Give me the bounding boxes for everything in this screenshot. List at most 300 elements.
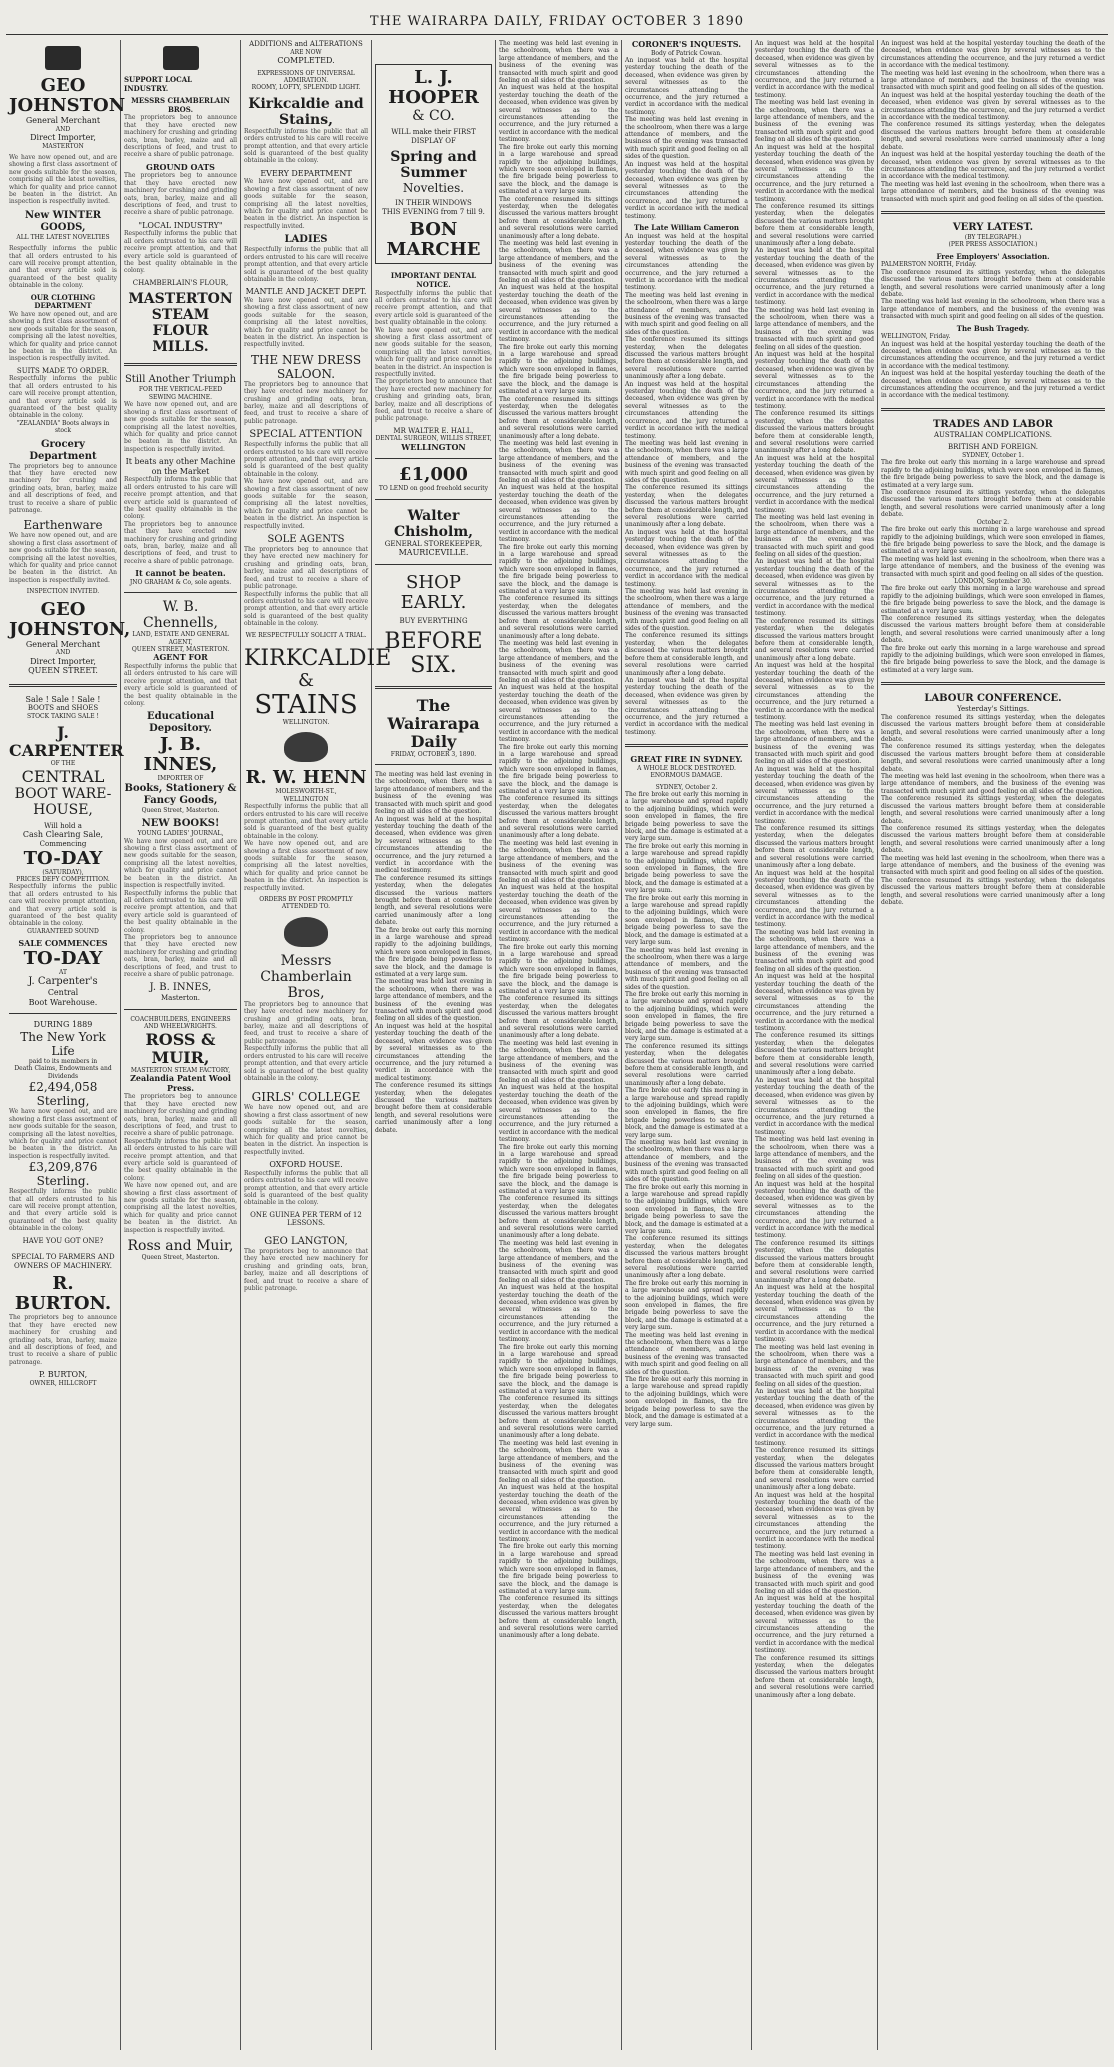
news-text: The conference resumed its sittings yesterday, when the delegates discussed the various matters brought before them at considerable length, and several resolutions were carried unanimously after a long debate. [881, 268, 1105, 298]
editorial-text: The meeting was held last evening in the schoolroom, when there was a large attendance of members, and the business of the evening was transacted with much spirit and good feeling on all sides of the question. [375, 978, 492, 1023]
advert-line: OXFORD HOUSE. [269, 1160, 343, 1170]
news-headline: VERY LATEST. [952, 221, 1034, 233]
advert-heading: BEFORE SIX. [384, 628, 483, 678]
advert-text: We have now opened out, and are showing a first class assortment of new goods suitable for the season, comprising all the latest novelties, which for quality and price cannot be beaten in the district. An inspection is respectfully invited. [9, 310, 117, 363]
advert-text: We have now opened out, and are showing a first class assortment of new goods suitable for the season, comprising all the latest novelties, which for quality and price cannot be beaten in the district. An inspection is respectfully invited. [244, 478, 368, 530]
advert-heading: R. W. HENN [245, 767, 367, 789]
news-text: An inquest was held at the hospital yesterday touching the death of the deceased, when evidence was given by several witnesses as to the circumstances attending the occurrence, and the jury returned a verdict in accordance with the medical testimony. [755, 973, 874, 1033]
advert-text: We have now opened out, and are showing a first class assortment of new goods suitable for the season, comprising all the latest novelties, which for quality and price cannot be beaten in the district. An inspection is respectfully invited. [124, 401, 237, 453]
advert-line: MOLESWORTH-ST., [275, 788, 337, 796]
divider [375, 564, 492, 565]
news-text: The meeting was held last evening in the schoolroom, when there was a large attendance of members, and the business of the evening was transacted with much spirit and good feeling on all sides of the question. [755, 1343, 874, 1388]
column-7 [752, 40, 877, 2050]
advert-heading: New WINTER GOODS, [24, 209, 101, 233]
advert-heading: L. J. HOOPER [388, 67, 479, 108]
news-dateline: SYDNEY, October 1. [962, 452, 1024, 460]
divider [881, 408, 1105, 411]
news-subhead: ENORMOUS DAMAGE. [650, 772, 723, 780]
advert-line: Commencing [39, 840, 87, 849]
advert-heading: Grocery Department [29, 438, 97, 462]
news-headline: GREAT FIRE IN SYDNEY. [630, 754, 743, 765]
advert-line: WILL make their FIRST DISPLAY OF [391, 128, 476, 145]
advert-heading: TO-DAY [23, 947, 103, 969]
advert-text: The proprietors beg to announce that they have erected new machinery for crushing and grinding oats, bran, barley, maize and all descriptions of feed, and trust to receive a share of public patronage. [124, 520, 237, 565]
advert-line: BOOTS and SHOES [27, 704, 99, 713]
advert-text: Respectfully informs the public that all orders entrusted to his care will receive prompt attention, and that every article sold is guaranteed of the best quality obtainable in the colony. [124, 476, 237, 521]
advert-text: The proprietors beg to announce that they have erected new machinery for crushing and grinding oats, bran, barley, maize and all descriptions of feed, and trust to receive a share of public patronage. [124, 172, 237, 217]
news-text: The fire broke out early this morning in a large warehouse and spread rapidly to the adjoining buildings, which were soon enveloped in flames, the fire brigade being powerless to save the block, and the damage is estimated at a very large sum. [625, 894, 748, 947]
editorial-text: The conference resumed its sittings yesterday, when the delegates discussed the various matters brought before them at considerable length, and several resolutions were carried unanimously after a long debate. [375, 874, 492, 927]
advert-line: (SATURDAY), [42, 868, 84, 876]
news-text: The meeting was held last evening in the schoolroom, when there was a large attendance of members, and the business of the evening was transacted with much spirit and good feeling on all sides of the question. [881, 180, 1105, 203]
news-text: The meeting was held last evening in the schoolroom, when there was a large attendance of members, and the business of the evening was transacted with much spirit and good feeling on all sides of the question. [881, 854, 1105, 877]
news-text: The conference resumed its sittings yesterday, when the delegates discussed the various matters brought before them at considerable length, and several resolutions were carried unanimously after a long debate. [499, 995, 618, 1040]
advert-text: We have now opened out, and are showing a first class assortment of new goods suitable for the season, comprising all the latest novelties, which for quality and price cannot be beaten in the district. An inspection is respectfully invited. [375, 326, 492, 379]
advert-heading: GEO JOHNSTON, [9, 598, 131, 640]
news-text: The fire broke out early this morning in a large warehouse and spread rapidly to the adjoining buildings, which were soon enveloped in flames, the fire brigade being powerless to save the block, and the damage is estimated at a very large sum. [625, 1376, 748, 1428]
news-text: The fire broke out early this morning in a large warehouse and spread rapidly to the adjoining buildings, which were soon enveloped in flames, the fire brigade being powerless to save the block, and the damage is estimated at a very large sum. [625, 1183, 748, 1235]
advert-text: Respectfully informs the public that all orders entrusted to his care will receive prompt attention, and that every article sold is guaranteed of the best quality obtainable in the colony. [9, 245, 117, 290]
news-subhead: A WHOLE BLOCK DESTROYED. [637, 764, 736, 772]
news-text: The meeting was held last evening in the schoolroom, when there was a large attendance of members, and the business of the evening was transacted with much spirit and good feeling on all sides of the question. [881, 69, 1105, 92]
advert-line: EXPRESSIONS OF UNIVERSAL ADMIRATION. [257, 69, 355, 84]
news-subhead: The Bush Tragedy. [956, 323, 1030, 333]
advert-heading: & CO. [412, 108, 455, 124]
news-text: The fire broke out early this morning in a large warehouse and spread rapidly to the adjoining buildings, which were soon enveloped in flames, the fire brigade being powerless to save the block, and the damage is estimated at a very large sum. [499, 1143, 618, 1195]
news-text: The fire broke out early this morning in a large warehouse and spread rapidly to the adjoining buildings, which were soon enveloped in flames, the fire brigade being powerless to save the block, and the damage is estimated at a very large sum. [881, 644, 1105, 674]
advert-line: GUARANTEED SOUND [27, 927, 99, 935]
advert-text: We have now opened out, and are showing a first class assortment of new goods suitable for the season, comprising all the latest novelties, which for quality and price cannot be beaten in the district. An inspection is respectfully invited. [9, 154, 117, 206]
printers-mark [45, 46, 81, 70]
advert-line: JNO GRAHAM & Co, sole agents. [129, 578, 232, 586]
advert-line: P. BURTON, [38, 1370, 88, 1380]
advert-text: We have now opened out, and are showing a first class assortment of new goods suitable for the season, comprising all the latest novelties, which for quality and price cannot be beaten in the district. An inspection is respectfully invited. [124, 837, 237, 890]
advert-text: Respectfully informs the public that all orders entrusted to his care will receive prompt attention, and that every article sold is guaranteed of the best quality obtainable in the colony. [244, 127, 368, 165]
advert-line: Queen Street, Masterton. [141, 1254, 220, 1262]
news-text: The meeting was held last evening in the schoolroom, when there was a large attendance of members, and the business of the evening was transacted with much spirit and good feeling on all sides of the question. [881, 555, 1105, 578]
news-subhead: Body of Patrick Cowan. [650, 49, 723, 57]
advert-line: OWNER, HILLCROFT [29, 1379, 97, 1387]
advert-heading: Ross and Muir, [127, 1238, 234, 1255]
news-text: The meeting was held last evening in the schoolroom, when there was a large attendance of members, and the business of the evening was transacted with much spirit and good feeling on all sides of the question. [625, 1331, 748, 1376]
advert-line: paid to its members in [28, 1058, 98, 1066]
advert-text: Respectfully informs the public that all orders entrusted to his care will receive prompt attention, and that every article sold is guaranteed of the best quality obtainable in the colony. [244, 246, 368, 283]
news-text: The meeting was held last evening in the schoolroom, when there was a large attendance of members, and the business of the evening was transacted with much spirit and good feeling on all sides of the question. [881, 298, 1105, 321]
news-subhead: (BY TELEGRAPH.) [964, 233, 1022, 241]
news-text: An inquest was held at the hospital yesterday touching the death of the deceased, when evidence was given by several witnesses as to the circumstances attending the occurrence, and the jury returned a verdict in accordance with the medical testimony. [499, 884, 618, 944]
news-text: The meeting was held last evening in the schoolroom, when there was a large attendance of members, and the business of the evening was transacted with much spirit and good feeling on all sides of the question. [755, 306, 874, 351]
advert-heading: SOLE AGENTS [267, 534, 345, 546]
advert-line: YOUNG LADIES' JOURNAL, [137, 830, 224, 838]
news-text: The fire broke out early this morning in a large warehouse and spread rapidly to the adjoining buildings, which were soon enveloped in flames, the fire brigade being powerless to save the block, and the damage is estimated at a very large sum. [499, 343, 618, 396]
advert-line: Direct Importer, [30, 133, 96, 142]
news-text: An inquest was held at the hospital yesterday touching the death of the deceased, when evidence was given by several witnesses as to the circumstances attending the occurrence, and the jury returned a verdict in accordance with the medical testimony. [755, 351, 874, 410]
news-text: The conference resumed its sittings yesterday, when the delegates discussed the various matters brought before them at considerable length, and several resolutions were carried unanimously after a long debate. [881, 795, 1105, 825]
advert-text: The proprietors beg to announce that they have erected new machinery for crushing and grinding oats, bran, barley, maize and all descriptions of feed, and trust to receive a share of public patronage. [244, 380, 368, 425]
advert-line: EVERY DEPARTMENT [260, 168, 352, 178]
news-text: The conference resumed its sittings yesterday, when the delegates discussed the various matters brought before them at considerable length, and several resolutions were carried unanimously after a long debate. [755, 1032, 874, 1077]
advert-line: QUEEN STREET, MASTERTON. [131, 646, 230, 653]
crest-emblem [284, 732, 328, 762]
news-text: The fire broke out early this morning in a large warehouse and spread rapidly to the adjoining buildings, which were soon enveloped in flames, the fire brigade being powerless to save the block, and the damage is estimated at a very large sum. [625, 1087, 748, 1139]
advert-line: OWNERS OF MACHINERY. [14, 1261, 112, 1270]
news-text: The meeting was held last evening in the schoolroom, when there was a large attendance of members, and the business of the evening was transacted with much spirit and good feeling on all sides of the question. [625, 1139, 748, 1184]
advert-line: AND [55, 649, 71, 657]
advert-line: IN THEIR WINDOWS [395, 199, 472, 208]
news-text: An inquest was held at the hospital yesterday touching the death of the deceased, when evidence was given by several witnesses as to the circumstances attending the occurrence, and the jury returned a verdict in accordance with the medical testimony. [625, 57, 748, 116]
advert-line: Direct Importer, [30, 656, 96, 666]
advert-heading: GEO LANGTON, [264, 1235, 348, 1247]
divider [9, 1013, 117, 1014]
advert-line: Central [47, 988, 79, 998]
news-text: The meeting was held last evening in the schoolroom, when there was a large attendance of members, and the business of the evening was transacted with much spirit and good feeling on all sides of the question. [499, 40, 618, 85]
news-text: The meeting was held last evening in the schoolroom, when there was a large attendance of members, and the business of the evening was transacted with much spirit and good feeling on all sides of the question. [625, 291, 748, 336]
news-text: The meeting was held last evening in the schoolroom, when there was a large attendance of members, and the business of the evening was transacted with much spirit and good feeling on all sides of the question. [881, 773, 1105, 795]
news-text: An inquest was held at the hospital yesterday touching the death of the deceased, when evidence was given by several witnesses as to the circumstances attending the occurrence, and the jury returned a verdict in accordance with the medical testimony. [755, 1595, 874, 1655]
advert-text: The proprietors beg to announce that they have erected new machinery for crushing and grinding oats, bran, barley, maize and all descriptions of feed, and trust to receive a share of public patronage. [9, 462, 117, 514]
news-text: An inquest was held at the hospital yesterday touching the death of the deceased, when evidence was given by several witnesses as to the circumstances attending the occurrence, and the jury returned a verdict in accordance with the medical testimony. [755, 558, 874, 618]
advert-line: Will hold a [44, 821, 82, 830]
advert-heading: BON MARCHE [386, 219, 481, 261]
news-text: The meeting was held last evening in the schoolroom, when there was a large attendance of members, and the business of the evening was transacted with much spirit and good feeling on all sides of the question. [499, 1039, 618, 1084]
advert-heading: Kirkcaldie and Stains, [248, 95, 364, 128]
advert-text: Respectfully informs the public that all orders entrusted to his care will receive prompt attention, and that every article sold is guaranteed of the best quality obtainable in the colony. [244, 590, 368, 628]
news-subhead: The Late William Cameron [634, 222, 739, 232]
advert-line: COMPLETED. [277, 56, 335, 65]
advert-heading: OUR CLOTHING DEPARTMENT [30, 292, 96, 311]
news-text: The conference resumed its sittings yesterday, when the delegates discussed the various matters brought before them at considerable length, and several resolutions were carried unanimously after a long debate. [881, 489, 1105, 519]
news-text: An inquest was held at the hospital yesterday touching the death of the deceased, when evidence was given by several witnesses as to the circumstances attending the occurrence, and the jury returned a verdict in accordance with the medical testimony. [625, 232, 748, 292]
advert-line: WE RESPECTFULLY SOLICIT A TRIAL. [245, 631, 367, 639]
news-text: An inquest was held at the hospital yesterday touching the death of the deceased, when evidence was given by several witnesses as to the circumstances attending the occurrence, and the jury returned a verdict in accordance with the medical testimony. [881, 370, 1105, 400]
advert-text: Respectfully informs the public that all orders entrusted to his care will receive prompt attention, and that every article sold is guaranteed of the best quality obtainable in the colony. [375, 289, 492, 327]
news-dateline: LONDON, September 30. [954, 577, 1032, 585]
news-text: An inquest was held at the hospital yesterday touching the death of the deceased, when evidence was given by several witnesses as to the circumstances attending the occurrence, and the jury returned a verdict in accordance with the medical testimony. [499, 1284, 618, 1344]
advert-line: SUITS MADE TO ORDER. [16, 366, 110, 375]
news-text: The conference resumed its sittings yesterday, when the delegates discussed the various matters brought before them at considerable length, and several resolutions were carried unanimously after a long debate. [881, 713, 1105, 744]
advert-line: MANTLE AND JACKET DEPT. [245, 287, 367, 297]
news-text: The conference resumed its sittings yesterday, when the delegates discussed the various matters brought before them at considerable length, and several resolutions were carried unanimously after a long debate. [881, 743, 1105, 773]
masthead: THE WAIRARPA DAILY, FRIDAY OCTOBER 3 1890 [369, 14, 745, 29]
divider [881, 211, 1105, 214]
advert-text: We have now opened out, and are showing a first class assortment of new goods suitable for the season, comprising all the latest novelties, which for quality and price cannot be beaten in the district. An inspection is respectfully invited. [124, 1182, 237, 1234]
advert-line: J. Carpenter's [28, 976, 98, 988]
news-text: An inquest was held at the hospital yesterday touching the death of the deceased, when evidence was given by several witnesses as to the circumstances attending the occurrence, and the jury returned a verdict in accordance with the medical testimony. [499, 484, 618, 544]
advert-heading: SHOP EARLY. [400, 572, 467, 614]
news-text: An inquest was held at the hospital yesterday touching the death of the deceased, when evidence was given by several witnesses as to the circumstances attending the occurrence, and the jury returned a verdict in accordance with the medical testimony. [755, 1491, 874, 1551]
advert-text: The proprietors beg to announce that they have erected new machinery for crushing and grinding oats, bran, barley, maize and all descriptions of feed, and trust to receive a share of public patronage. [124, 1093, 237, 1138]
advert-text: Respectfully informs the public that all orders entrusted to his care will receive prompt attention, and that every article sold is guaranteed of the best quality obtainable in the colony. [124, 889, 237, 934]
advert-line: THIS EVENING from 7 till 9. [382, 207, 485, 216]
news-subhead: Free Employers' Association. [936, 251, 1050, 261]
news-text: The fire broke out early this morning in a large warehouse and spread rapidly to the adjoining buildings, which were soon enveloped in flames, the fire brigade being powerless to save the block, and the damage is estimated at a very large sum. [499, 543, 618, 596]
advert-line: SPECIAL TO FARMERS AND [11, 1253, 115, 1262]
advert-heading: £3,209,876 Sterling. [28, 1160, 98, 1189]
crest-emblem [284, 917, 328, 947]
advert-line: AGENT FOR [153, 652, 208, 663]
news-text: The conference resumed its sittings yesterday, when the delegates discussed the various matters brought before them at considerable length, and several resolutions were carried unanimously after a long debate. [755, 202, 874, 247]
advert-heading: NEW BOOKS! [141, 818, 220, 830]
news-dateline: October 2. [976, 518, 1010, 526]
advert-line: STOCK TAKING SALE ! [27, 713, 99, 721]
advert-text: The proprietors beg to announce that they have erected new machinery for crushing and grinding oats, bran, barley, maize and all descriptions of feed, and trust to receive a share of public patronage. [244, 1000, 368, 1045]
advert-heading: GIRLS' COLLEGE [251, 1090, 361, 1105]
advert-line: ARE NOW [290, 48, 322, 56]
advert-line: MR WALTER E. HALL, [393, 426, 474, 435]
news-text: The fire broke out early this morning in a large warehouse and spread rapidly to the adjoining buildings, which were soon enveloped in flames, the fire brigade being powerless to save the block, and the damage is estimated at a very large sum. [881, 585, 1105, 615]
news-text: An inquest was held at the hospital yesterday touching the death of the deceased, when evidence was given by several witnesses as to the circumstances attending the occurrence, and the jury returned a verdict in accordance with the medical testimony. [755, 1180, 874, 1240]
news-text: An inquest was held at the hospital yesterday touching the death of the deceased, when evidence was given by several witnesses as to the circumstances attending the occurrence, and the jury returned a verdict in accordance with the medical testimony. [755, 1076, 874, 1136]
news-text: An inquest was held at the hospital yesterday touching the death of the deceased, when evidence was given by several witnesses as to the circumstances attending the occurrence, and the jury returned a verdict in accordance with the medical testimony. [625, 380, 748, 440]
news-text: The meeting was held last evening in the schoolroom, when there was a large attendance of members, and the business of the evening was transacted with much spirit and good feeling on all sides of the question. [625, 588, 748, 633]
advert-heading: FLOUR MILLS. [152, 323, 209, 356]
advert-text: Respectfully informs the public that all orders entrusted to his care will receive prompt attention, and that every article sold is guaranteed of the best quality obtainable in the colony. [124, 663, 237, 708]
advert-line: General Merchant [25, 639, 101, 649]
advert-heading: £1,000 [399, 464, 468, 486]
advert-line: It cannot be beaten. [135, 568, 226, 579]
advert-heading: GEO JOHNSTON [9, 75, 126, 116]
advert-line: MASTERTON [42, 142, 84, 150]
news-text: The meeting was held last evening in the schoolroom, when there was a large attendance of members, and the business of the evening was transacted with much spirit and good feeling on all sides of the question. [755, 1550, 874, 1595]
advert-text: Respectfully informs the public that all orders entrusted to his care will receive prompt attention, and that every article sold is guaranteed of the best quality obtainable in the colony. [244, 1169, 368, 1207]
news-text: The meeting was held last evening in the schoolroom, when there was a large attendance of members, and the business of the evening was transacted with much spirit and good feeling on all sides of the question. [499, 439, 618, 484]
news-text: An inquest was held at the hospital yesterday touching the death of the deceased, when evidence was given by several witnesses as to the circumstances attending the occurrence, and the jury returned a verdict in accordance with the medical testimony. [881, 40, 1105, 70]
news-subhead: Yesterday's Sittings. [956, 705, 1030, 714]
news-text: The conference resumed its sittings yesterday, when the delegates discussed the various matters brought before them at considerable length, and several resolutions were carried unanimously after a long debate. [755, 825, 874, 870]
advert-heading: BOOT WARE- [14, 785, 112, 802]
advert-line: AT [58, 968, 67, 976]
editorial-date: FRIDAY, OCTOBER 3, 1890. [390, 750, 477, 758]
divider [375, 764, 492, 765]
news-text: The conference resumed its sittings yesterday, when the delegates discussed the various matters brought before them at considerable length, and several resolutions were carried unanimously after a long debate. [755, 1239, 874, 1284]
editorial-text: The conference resumed its sittings yesterday, when the delegates discussed the various matters brought before them at considerable length, and several resolutions were carried unanimously after a long debate. [375, 1082, 492, 1134]
advert-heading: W. B. Chennells, [143, 599, 218, 632]
advert-text: The proprietors beg to announce that they have erected new machinery for crushing and grinding oats, bran, barley, maize and all descriptions of feed, and trust to receive a share of public patronage. [9, 1314, 117, 1366]
advert-heading: J. CARPENTER [9, 723, 124, 761]
news-text: An inquest was held at the hospital yesterday touching the death of the deceased, when evidence was given by several witnesses as to the circumstances attending the occurrence, and the jury returned a verdict in accordance with the medical testimony. [755, 869, 874, 929]
advert-line: MASTERTON STEAM FACTORY, [130, 1066, 231, 1074]
advert-text: The proprietors beg to announce that they have erected new machinery for crushing and grinding oats, bran, barley, maize and all descriptions of feed, and trust to receive a share of public patronage. [124, 114, 237, 159]
news-text: The conference resumed its sittings yesterday, when the delegates discussed the various matters brought before them at considerable length, and several resolutions were carried unanimously after a long debate. [755, 1654, 874, 1699]
news-text: The conference resumed its sittings yesterday, when the delegates discussed the various matters brought before them at considerable length, and several resolutions were carried unanimously after a long debate. [625, 1042, 748, 1087]
advert-heading: ROSS & MUIR, [145, 1029, 216, 1067]
advert-text: We have now opened out, and are showing a first class assortment of new goods suitable for the season, comprising all the latest novelties, which for quality and price cannot be beaten in the district. An inspection is respectfully invited. [9, 1108, 117, 1160]
divider [375, 686, 492, 689]
advert-heading: Novelties. [402, 181, 465, 196]
news-text: The meeting was held last evening in the schoolroom, when there was a large attendance of members, and the business of the evening was transacted with much spirit and good feeling on all sides of the question. [625, 116, 748, 161]
advert-line: FOR THE VERTICAL-FEED [138, 386, 223, 394]
advert-line: Cash Clearing Sale, [22, 830, 104, 840]
divider [881, 682, 1105, 685]
news-text: The meeting was held last evening in the schoolroom, when there was a large attendance of members, and the business of the evening was transacted with much spirit and good feeling on all sides of the question. [499, 839, 618, 884]
news-text: The conference resumed its sittings yesterday, when the delegates discussed the various matters brought before them at considerable length, and several resolutions were carried unanimously after a long debate. [625, 1235, 748, 1280]
advert-text: Respectfully informs the public that all orders entrusted to his care will receive prompt attention, and that every article sold is guaranteed of the best quality obtainable in the colony. [244, 441, 368, 478]
advert-heading: SALE COMMENCES [18, 938, 108, 949]
news-text: The conference resumed its sittings yesterday, when the delegates discussed the various matters brought before them at considerable length, and several resolutions were carried unanimously after a long debate. [499, 595, 618, 640]
advert-heading: Spring and Summer [390, 149, 477, 182]
column-4 [372, 40, 495, 2050]
editorial-masthead: The Wairarapa Daily [387, 695, 480, 751]
advert-heading: & [297, 669, 315, 691]
advert-text: We have now opened out, and are showing a first class assortment of new goods suitable for the season, comprising all the latest novelties, which for quality and price cannot be beaten in the district. An inspection is respectfully invited. [244, 296, 368, 349]
news-text: The conference resumed its sittings yesterday, when the delegates discussed the various matters brought before them at considerable length, and several resolutions were carried unanimously after a long debate. [499, 395, 618, 440]
news-text: The conference resumed its sittings yesterday, when the delegates discussed the various matters brought before them at considerable length, and several resolutions were carried unanimously after a long debate. [755, 1447, 874, 1492]
advert-heading: The New York Life [20, 1030, 106, 1059]
news-text: An inquest was held at the hospital yesterday touching the death of the deceased, when evidence was given by several witnesses as to the circumstances attending the occurrence, and the jury returned a verdict in accordance with the medical testimony. [881, 91, 1105, 122]
advert-heading: TO-DAY [23, 847, 103, 869]
divider [375, 499, 492, 500]
advert-heading: Books, Stationery & Fancy Goods, [124, 782, 237, 806]
news-text: The fire broke out early this morning in a large warehouse and spread rapidly to the adjoining buildings, which were soon enveloped in flames, the fire brigade being powerless to save the block, and the damage is estimated at a very large sum. [881, 526, 1105, 556]
advert-line: Sale ! Sale ! Sale ! [25, 694, 101, 704]
news-text: The conference resumed its sittings yesterday, when the delegates discussed the various matters brought before them at considerable length, and several resolutions were carried unanimously after a long debate. [625, 336, 748, 381]
advert-heading: Educational Depository. [146, 711, 215, 735]
news-text: An inquest was held at the hospital yesterday touching the death of the deceased, when evidence was given by several witnesses as to the circumstances attending the occurrence, and the jury returned a verdict in accordance with the medical testimony. [499, 684, 618, 744]
advert-line: HAVE YOU GOT ONE? [22, 1236, 104, 1245]
news-text: The meeting was held last evening in the schoolroom, when there was a large attendance of members, and the business of the evening was transacted with much spirit and good feeling on all sides of the question. [625, 439, 748, 484]
advert-heading: Zealandia Patent Wool Press. [130, 1073, 231, 1093]
news-text: An inquest was held at the hospital yesterday touching the death of the deceased, when evidence was given by several witnesses as to the circumstances attending the occurrence, and the jury returned a verdict in accordance with the medical testimony. [881, 151, 1105, 181]
advert-text: The proprietors beg to announce that they have erected new machinery for crushing and grinding oats, bran, barley, maize and all descriptions of feed, and trust to receive a share of public patronage. [244, 1247, 368, 1292]
news-text: An inquest was held at the hospital yesterday touching the death of the deceased, when evidence was given by several witnesses as to the circumstances attending the occurrence, and the jury returned a verdict in accordance with the medical testimony. [755, 1387, 874, 1447]
advert-line: ADDITIONS and ALTERATIONS [249, 40, 363, 48]
advert-heading: Still Another Triumph [124, 374, 237, 386]
advert-text: We have now opened out, and are showing a first class assortment of new goods suitable for the season, comprising all the latest novelties, which for quality and price cannot be beaten in the district. An inspection is respectfully invited. [244, 1104, 368, 1156]
advert-heading: MASTERTON STEAM [128, 291, 233, 324]
advert-heading: SPECIAL ATTENTION [249, 429, 363, 441]
advert-heading: Walter Chisholm, [393, 507, 474, 540]
editorial-text: The meeting was held last evening in the schoolroom, when there was a large attendance of members, and the business of the evening was transacted with much spirit and good feeling on all sides of the question. [375, 771, 492, 816]
news-text: The meeting was held last evening in the schoolroom, when there was a large attendance of members, and the business of the evening was transacted with much spirit and good feeling on all sides of the question. [499, 1239, 618, 1284]
news-text: An inquest was held at the hospital yesterday touching the death of the deceased, when evidence was given by several witnesses as to the circumstances attending the occurrence, and the jury returned a verdict in accordance with the medical testimony. [625, 676, 748, 736]
editorial-text: The fire broke out early this morning in a large warehouse and spread rapidly to the adjoining buildings, which were soon enveloped in flames, the fire brigade being powerless to save the block, and the damage is estimated at a very large sum. [375, 926, 492, 979]
advert-heading: STAINS [254, 689, 358, 720]
advert-heading: J. B. INNES, [143, 734, 218, 776]
news-text: The conference resumed its sittings yesterday, when the delegates discussed the various matters brought before them at considerable length, and several resolutions were carried unanimously after a long debate. [499, 1195, 618, 1240]
advert-heading: LADIES [284, 234, 328, 246]
news-text: The fire broke out early this morning in a large warehouse and spread rapidly to the adjoining buildings, which were soon enveloped in flames, the fire brigade being powerless to save the block, and the damage is estimated at a very large sum. [499, 143, 618, 196]
advert-line: General Merchant [25, 116, 101, 125]
column-8 [878, 40, 1108, 2050]
advert-heading: R. BURTON. [14, 1273, 112, 1315]
news-text: The conference resumed its sittings yesterday, when the delegates discussed the various matters brought before them at considerable length, and several resolutions were carried unanimously after a long debate. [881, 614, 1105, 645]
advert-heading: GROUND OATS [146, 161, 215, 172]
advert-line: "LOCAL INDUSTRY" [138, 220, 223, 230]
news-dateline: PALMERSTON NORTH, Friday. [881, 261, 977, 269]
news-subhead: (PER PRESS ASSOCIATION.) [948, 241, 1038, 249]
news-text: The conference resumed its sittings yesterday, when the delegates discussed the various matters brought before them at considerable length, and several resolutions were carried unanimously after a long debate. [499, 795, 618, 840]
masthead-rule [6, 34, 1108, 35]
news-text: An inquest was held at the hospital yesterday touching the death of the deceased, when evidence was given by several witnesses as to the circumstances attending the occurrence, and the jury returned a verdict in accordance with the medical testimony. [625, 160, 748, 220]
advert-heading: £2,494,058 Sterling, [28, 1080, 98, 1109]
advert-line: WELLINGTON [401, 441, 466, 452]
advert-text: Respectfully informs the public that all orders entrusted to his care will receive prompt attention, and that every article sold is guaranteed of the best quality obtainable in the colony. [244, 1045, 368, 1082]
advert-line: COACHBUILDERS, ENGINEERS AND WHEELWRIGHTS. [130, 1015, 231, 1031]
advert-line: ONE GUINEA PER TERM of 12 LESSONS. [250, 1210, 362, 1228]
news-text: An inquest was held at the hospital yesterday touching the death of the deceased, when evidence was given by several witnesses as to the circumstances attending the occurrence, and the jury returned a verdict in accordance with the medical testimony. [499, 1484, 618, 1544]
advert-line: TO LEND on good freehold security [378, 485, 489, 493]
advert-heading: J. B. INNES, [149, 982, 212, 994]
news-headline: LABOUR CONFERENCE. [924, 693, 1062, 705]
advert-text: We have now opened out, and are showing a first class assortment of new goods suitable for the season, comprising all the latest novelties, which for quality and price cannot be beaten in the district. An inspection is respectfully invited. [244, 178, 368, 230]
news-text: The conference resumed its sittings yesterday, when the delegates discussed the various matters brought before them at considerable length, and several resolutions were carried unanimously after a long debate. [499, 1595, 618, 1640]
news-text: The conference resumed its sittings yesterday, when the delegates discussed the various matters brought before them at considerable length, and several resolutions were carried unanimously after a long debate. [755, 410, 874, 455]
divider [124, 363, 237, 366]
news-text: The fire broke out early this morning in a large warehouse and spread rapidly to the adjoining buildings, which were soon enveloped in flames, the fire brigade being powerless to save the block, and the damage is estimated at a very large sum. [499, 943, 618, 995]
advert-text: We have now opened out, and are showing a first class assortment of new goods suitable for the season, comprising all the latest novelties, which for quality and price cannot be beaten in the district. An inspection is respectfully invited. [244, 840, 368, 892]
news-text: An inquest was held at the hospital yesterday touching the death of the deceased, when evidence was given by several witnesses as to the circumstances attending the occurrence, and the jury returned a verdict in accordance with the medical testimony. [755, 40, 874, 99]
news-dateline: WELLINGTON, Friday. [881, 333, 951, 341]
advert-heading: Messrs Chamberlain Bros, [260, 952, 352, 1001]
news-text: The fire broke out early this morning in a large warehouse and spread rapidly to the adjoining buildings, which were soon enveloped in flames, the fire brigade being powerless to save the block, and the damage is estimated at a very large sum. [625, 842, 748, 895]
advert-line: ROOMY, LOFTY, SPLENDID LIGHT. [251, 84, 361, 92]
news-headline: CORONER'S INQUESTS. [631, 39, 742, 49]
advert-line: WELLINGTON. [282, 718, 330, 726]
news-text: The conference resumed its sittings yesterday, when the delegates discussed the various matters brought before them at considerable length, and several resolutions were carried unanimously after a long debate. [625, 632, 748, 677]
advert-box [375, 64, 492, 264]
news-text: An inquest was held at the hospital yesterday touching the death of the deceased, when evidence was given by several witnesses as to the circumstances attending the occurrence, and the jury returned a verdict in accordance with the medical testimony. [755, 662, 874, 721]
divider [124, 592, 237, 593]
advert-line: MAURICEVILLE. [398, 548, 469, 558]
news-text: The conference resumed its sittings yesterday, when the delegates discussed the various matters brought before them at considerable length, and several resolutions were carried unanimously after a long debate. [499, 1395, 618, 1440]
column-5 [496, 40, 621, 2050]
news-text: The fire broke out early this morning in a large warehouse and spread rapidly to the adjoining buildings, which were soon enveloped in flames, the fire brigade being powerless to save the block, and the damage is estimated at a very large sum. [881, 459, 1105, 489]
news-text: The conference resumed its sittings yesterday, when the delegates discussed the various matters brought before them at considerable length, and several resolutions were carried unanimously after a long debate. [881, 824, 1105, 855]
news-text: An inquest was held at the hospital yesterday touching the death of the deceased, when evidence was given by several witnesses as to the circumstances attending the occurrence, and the jury returned a verdict in accordance with the medical testimony. [625, 528, 748, 588]
advert-line: IMPORTER OF [157, 775, 204, 783]
advert-text: The proprietors beg to announce that they have erected new machinery for crushing and grinding oats, bran, barley, maize and all descriptions of feed, and trust to receive a share of public patronage. [375, 378, 492, 423]
advert-line: PRICES DEFY COMPETITION. [16, 876, 110, 884]
advert-line: SEWING MACHINE. [148, 393, 213, 401]
news-text: An inquest was held at the hospital yesterday touching the death of the deceased, when evidence was given by several witnesses as to the circumstances attending the occurrence, and the jury returned a verdict in accordance with the medical testimony. [499, 284, 618, 344]
divider [625, 744, 748, 747]
news-text: The conference resumed its sittings yesterday, when the delegates discussed the various matters brought before them at considerable length, and several resolutions were carried unanimously after a long debate. [625, 484, 748, 529]
news-text: The conference resumed its sittings yesterday, when the delegates discussed the various matters brought before them at considerable length, and several resolutions were carried unanimously after a long debate. [881, 121, 1105, 151]
news-text: The conference resumed its sittings yesterday, when the delegates discussed the various matters brought before them at considerable length, and several resolutions were carried unanimously after a long debate. [755, 617, 874, 662]
advert-line: "ZEALANDIA" Boots always in stock [16, 419, 110, 435]
advert-line: GENERAL STOREKEEPER, [384, 539, 483, 548]
advert-line: CHAMBERLAIN'S FLOUR, [132, 278, 229, 287]
news-text: The meeting was held last evening in the schoolroom, when there was a large attendance of members, and the business of the evening was transacted with much spirit and good feeling on all sides of the question. [499, 639, 618, 684]
news-text: The meeting was held last evening in the schoolroom, when there was a large attendance of members, and the business of the evening was transacted with much spirit and good feeling on all sides of the question. [499, 1439, 618, 1484]
news-dateline: SYDNEY, October 2. [655, 783, 718, 791]
advert-heading: Earthenware [23, 518, 103, 533]
news-text: An inquest was held at the hospital yesterday touching the death of the deceased, when evidence was given by several witnesses as to the circumstances attending the occurrence, and the jury returned a verdict in accordance with the medical testimony. [881, 340, 1105, 370]
editorial-text: An inquest was held at the hospital yesterday touching the death of the deceased, when evidence was given by several witnesses as to the circumstances attending the occurrence, and the jury returned a verdict in accordance with the medical testimony. [375, 1022, 492, 1082]
advert-line: LAND, ESTATE AND GENERAL AGENT, [132, 631, 229, 646]
advert-line: WELLINGTON [283, 795, 329, 803]
news-text: The fire broke out early this morning in a large warehouse and spread rapidly to the adjoining buildings, which were soon enveloped in flames, the fire brigade being powerless to save the block, and the damage is estimated at a very large sum. [625, 1279, 748, 1332]
advert-heading: SUPPORT LOCAL INDUSTRY. [124, 75, 193, 93]
news-text: The meeting was held last evening in the schoolroom, when there was a large attendance of members, and the business of the evening was transacted with much spirit and good feeling on all sides of the question. [755, 928, 874, 973]
advert-line: Masterton. [161, 994, 200, 1003]
news-text: An inquest was held at the hospital yesterday touching the death of the deceased, when evidence was given by several witnesses as to the circumstances attending the occurrence, and the jury returned a verdict in accordance with the medical testimony. [755, 1284, 874, 1344]
news-text: The fire broke out early this morning in a large warehouse and spread rapidly to the adjoining buildings, which were soon enveloped in flames, the fire brigade being powerless to save the block, and the damage is estimated at a very large sum. [499, 1343, 618, 1395]
advert-line: INSPECTION INVITED. [26, 588, 100, 596]
news-text: The meeting was held last evening in the schoolroom, when there was a large attendance of members, and the business of the evening was transacted with much spirit and good feeling on all sides of the question. [625, 946, 748, 991]
news-subhead: AUSTRALIAN COMPLICATIONS. [933, 430, 1053, 439]
advert-line: AND [55, 125, 71, 133]
news-headline: TRADES AND LABOR [932, 418, 1053, 430]
advert-text: Respectfully informs the public that all orders entrusted to his care will receive prompt attention, and that every article sold is guaranteed of the best quality obtainable in the colony. [9, 883, 117, 928]
divider [9, 684, 117, 687]
column-1 [6, 40, 131, 2050]
advert-heading: HOUSE, [33, 801, 93, 818]
advert-line: Death Claims, Endowments and Dividends [14, 1065, 112, 1080]
divider [375, 458, 492, 459]
news-text: The meeting was held last evening in the schoolroom, when there was a large attendance of members, and the business of the evening was transacted with much spirit and good feeling on all sides of the question. [499, 239, 618, 284]
news-text: An inquest was held at the hospital yesterday touching the death of the deceased, when evidence was given by several witnesses as to the circumstances attending the occurrence, and the jury returned a verdict in accordance with the medical testimony. [755, 247, 874, 307]
